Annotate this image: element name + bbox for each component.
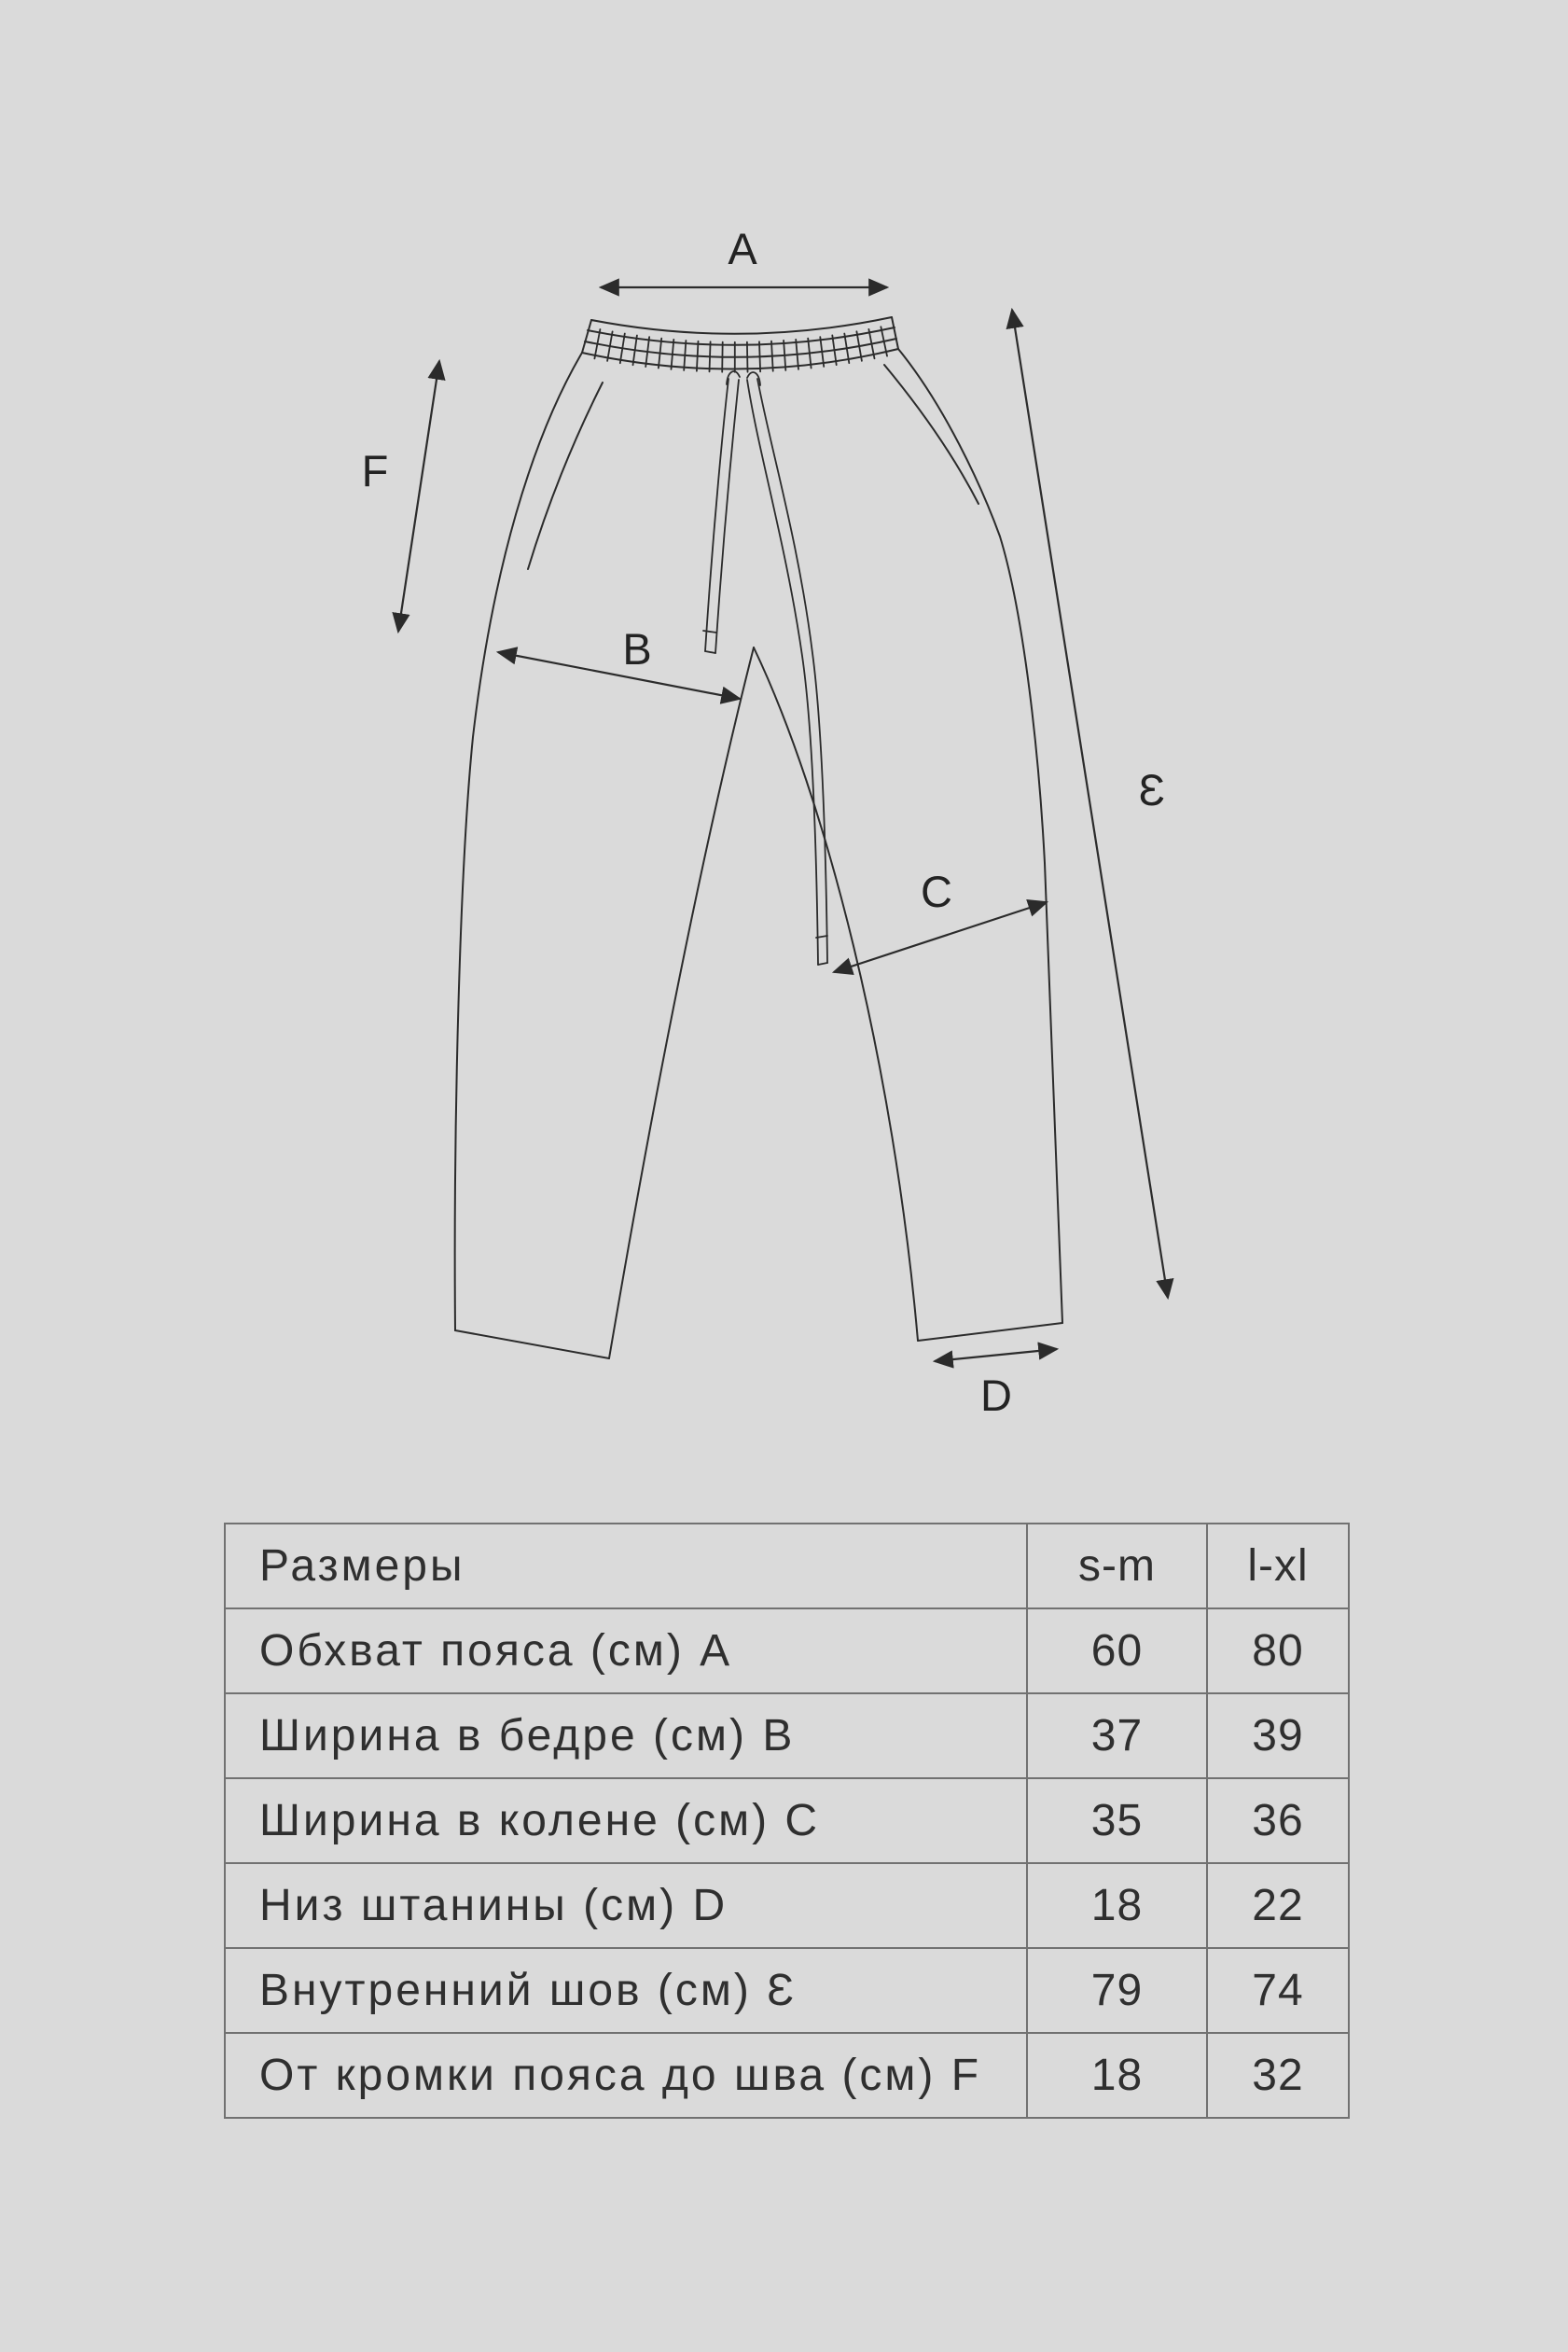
measure-label-d: D	[980, 1371, 1012, 1420]
row-value-sm: 18	[1027, 2033, 1207, 2118]
row-value-sm: 37	[1027, 1693, 1207, 1778]
row-value-lxl: 32	[1207, 2033, 1349, 2118]
table-row	[225, 1693, 1349, 1778]
row-value-lxl: 22	[1207, 1863, 1349, 1948]
measurement-labels	[362, 224, 1166, 1420]
pants-outline	[455, 349, 1062, 1358]
row-value-lxl: 39	[1207, 1693, 1349, 1778]
measurement-arrows	[398, 287, 1168, 1361]
size-table-title: Размеры	[225, 1524, 1027, 1608]
row-value-sm: 18	[1027, 1863, 1207, 1948]
drawstring	[703, 371, 827, 965]
right-pocket-line	[884, 365, 978, 504]
row-label: Обхват пояса (см) A	[225, 1608, 1027, 1693]
right-leg-inner-seam	[754, 647, 918, 1341]
measure-label-a: A	[728, 224, 757, 273]
row-value-lxl: 74	[1207, 1948, 1349, 2033]
measure-label-b: B	[622, 624, 652, 674]
row-label: Ширина в колене (см) C	[225, 1778, 1027, 1863]
table-row	[225, 1608, 1349, 1693]
left-leg-hem	[455, 1330, 609, 1358]
table-row	[225, 1778, 1349, 1863]
row-label: Внутренний шов (см) Ɛ	[225, 1948, 1027, 2033]
measure-arrow-b	[498, 652, 740, 699]
measure-arrow-d	[935, 1349, 1057, 1361]
row-label: Низ штанины (см) D	[225, 1863, 1027, 1948]
row-value-sm: 35	[1027, 1778, 1207, 1863]
measure-arrow-f	[398, 361, 439, 632]
right-leg-outer-seam	[898, 349, 1062, 1323]
measure-label-c: C	[921, 867, 952, 916]
measure-label-f: F	[361, 446, 389, 495]
table-row	[225, 1948, 1349, 2033]
right-leg-hem	[918, 1323, 1062, 1341]
size-table	[224, 1523, 1350, 2119]
row-value-lxl: 80	[1207, 1608, 1349, 1693]
size-column-lxl: l-xl	[1207, 1524, 1349, 1608]
left-leg-outer-seam	[455, 353, 582, 1330]
left-pocket-line	[528, 383, 603, 569]
measure-label-e: Ɛ	[1138, 765, 1166, 814]
row-label: Ширина в бедре (см) B	[225, 1693, 1027, 1778]
waistband	[582, 317, 898, 372]
left-leg-inner-seam	[609, 647, 754, 1358]
size-table-header-row	[225, 1524, 1349, 1608]
row-value-sm: 79	[1027, 1948, 1207, 2033]
table-row	[225, 1863, 1349, 1948]
table-row	[225, 2033, 1349, 2118]
size-column-sm: s-m	[1027, 1524, 1207, 1608]
row-value-sm: 60	[1027, 1608, 1207, 1693]
row-value-lxl: 36	[1207, 1778, 1349, 1863]
row-label: От кромки пояса до шва (см) F	[225, 2033, 1027, 2118]
